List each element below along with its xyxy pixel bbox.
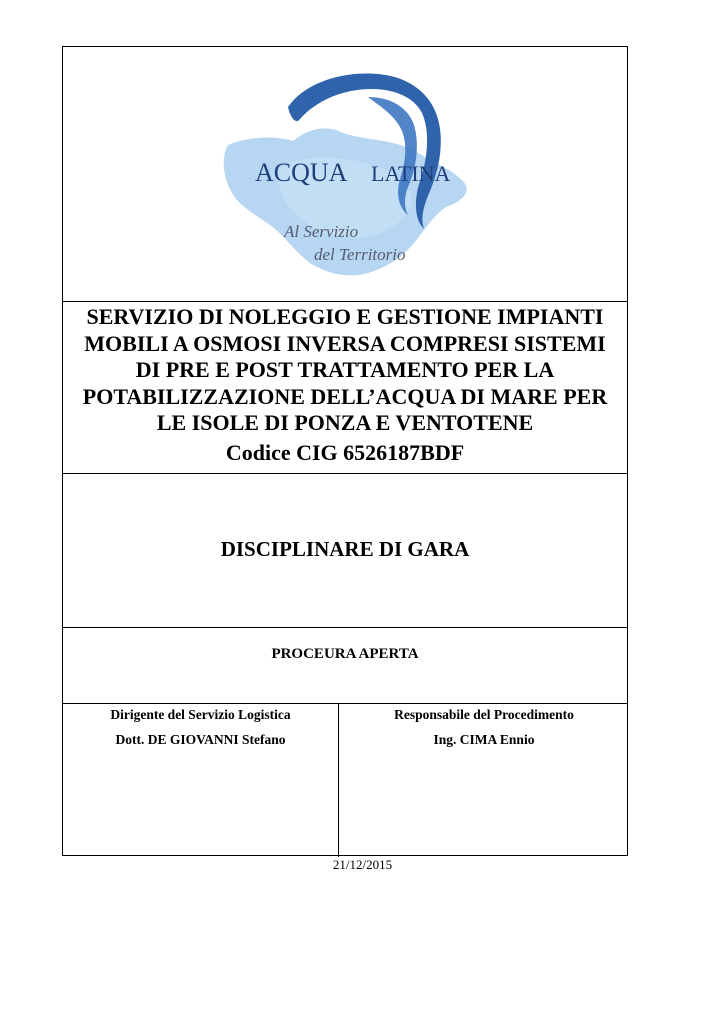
- cig-code: Codice CIG 6526187BDF: [225, 440, 465, 465]
- signatory-left: [63, 704, 339, 857]
- logo-tagline-line1: Al Servizio: [284, 222, 359, 241]
- signatory-name: Dott. DE GIOVANNI Stefano: [115, 732, 286, 747]
- document-date: 21/12/2015: [332, 857, 393, 872]
- signatory-right: [339, 704, 629, 857]
- document-title: [63, 302, 627, 437]
- title-line: DI PRE E POST TRATTAMENTO PER LA: [135, 357, 555, 382]
- title-line: SERVIZIO DI NOLEGGIO E GESTIONE IMPIANTI: [86, 304, 604, 329]
- logo-brand-main: ACQUA: [255, 158, 348, 187]
- logo-section: [63, 47, 627, 301]
- signatory-role: Responsabile del Procedimento: [394, 707, 574, 722]
- document-type-section: [63, 473, 627, 627]
- procedure-section: [63, 627, 627, 703]
- logo-brand-second: LATINA: [371, 161, 451, 186]
- signatory-role: Dirigente del Servizio Logistica: [110, 707, 291, 722]
- signatories-section: [63, 703, 627, 857]
- procedure-type: PROCEURA APERTA: [271, 646, 419, 662]
- acqua-latina-logo: [218, 67, 478, 292]
- title-line: POTABILIZZAZIONE DELL’ACQUA DI MARE PER: [82, 383, 608, 409]
- cover-frame: [62, 46, 628, 856]
- title-line: MOBILI A OSMOSI INVERSA COMPRESI SISTEMI: [84, 330, 606, 356]
- logo-tagline-line2: del Territorio: [314, 245, 406, 264]
- title-line: LE ISOLE DI PONZA E VENTOTENE: [156, 410, 534, 435]
- signatory-name: Ing. CIMA Ennio: [433, 732, 535, 747]
- document-type: DISCIPLINARE DI GARA: [220, 537, 470, 561]
- title-section: [63, 301, 627, 473]
